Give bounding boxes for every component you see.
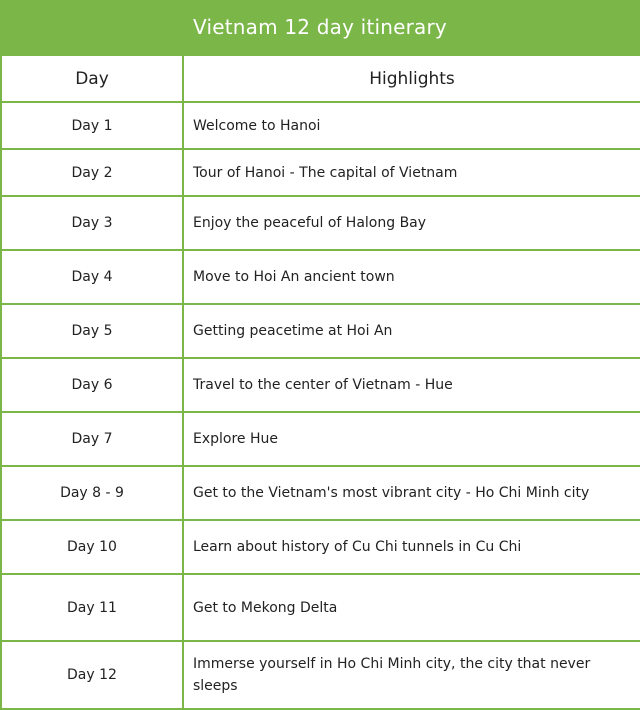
day-cell: Day 10 [1,520,183,574]
day-cell: Day 11 [1,574,183,641]
highlight-cell: Immerse yourself in Ho Chi Minh city, the city that never sleeps [183,641,640,709]
table-row [1,149,640,196]
day-cell: Day 3 [1,196,183,250]
day-cell: Day 5 [1,304,183,358]
day-cell: Day 8 - 9 [1,466,183,520]
day-cell: Day 4 [1,250,183,304]
table-row [1,102,640,149]
highlight-cell: Learn about history of Cu Chi tunnels in Cu Chi [183,520,640,574]
table-row [1,196,640,250]
highlight-cell: Move to Hoi An ancient town [183,250,640,304]
highlight-cell: Enjoy the peaceful of Halong Bay [183,196,640,250]
day-cell: Day 6 [1,358,183,412]
table-row [1,520,640,574]
table-row [1,466,640,520]
itinerary-table [0,54,640,710]
day-cell: Day 2 [1,149,183,196]
table-row [1,358,640,412]
column-header-highlights: Highlights [183,55,640,102]
highlight-cell: Explore Hue [183,412,640,466]
day-cell: Day 12 [1,641,183,709]
table-row [1,574,640,641]
table-row [1,250,640,304]
highlight-cell: Travel to the center of Vietnam - Hue [183,358,640,412]
highlight-cell: Tour of Hanoi - The capital of Vietnam [183,149,640,196]
highlight-cell: Get to Mekong Delta [183,574,640,641]
day-cell: Day 7 [1,412,183,466]
table-row [1,412,640,466]
highlight-cell: Getting peacetime at Hoi An [183,304,640,358]
table-row [1,641,640,709]
table-header-row [1,55,640,102]
itinerary-title: Vietnam 12 day itinerary [0,0,640,54]
column-header-day: Day [1,55,183,102]
highlight-cell: Get to the Vietnam's most vibrant city - Ho Chi Minh city [183,466,640,520]
day-cell: Day 1 [1,102,183,149]
table-row [1,304,640,358]
highlight-cell: Welcome to Hanoi [183,102,640,149]
